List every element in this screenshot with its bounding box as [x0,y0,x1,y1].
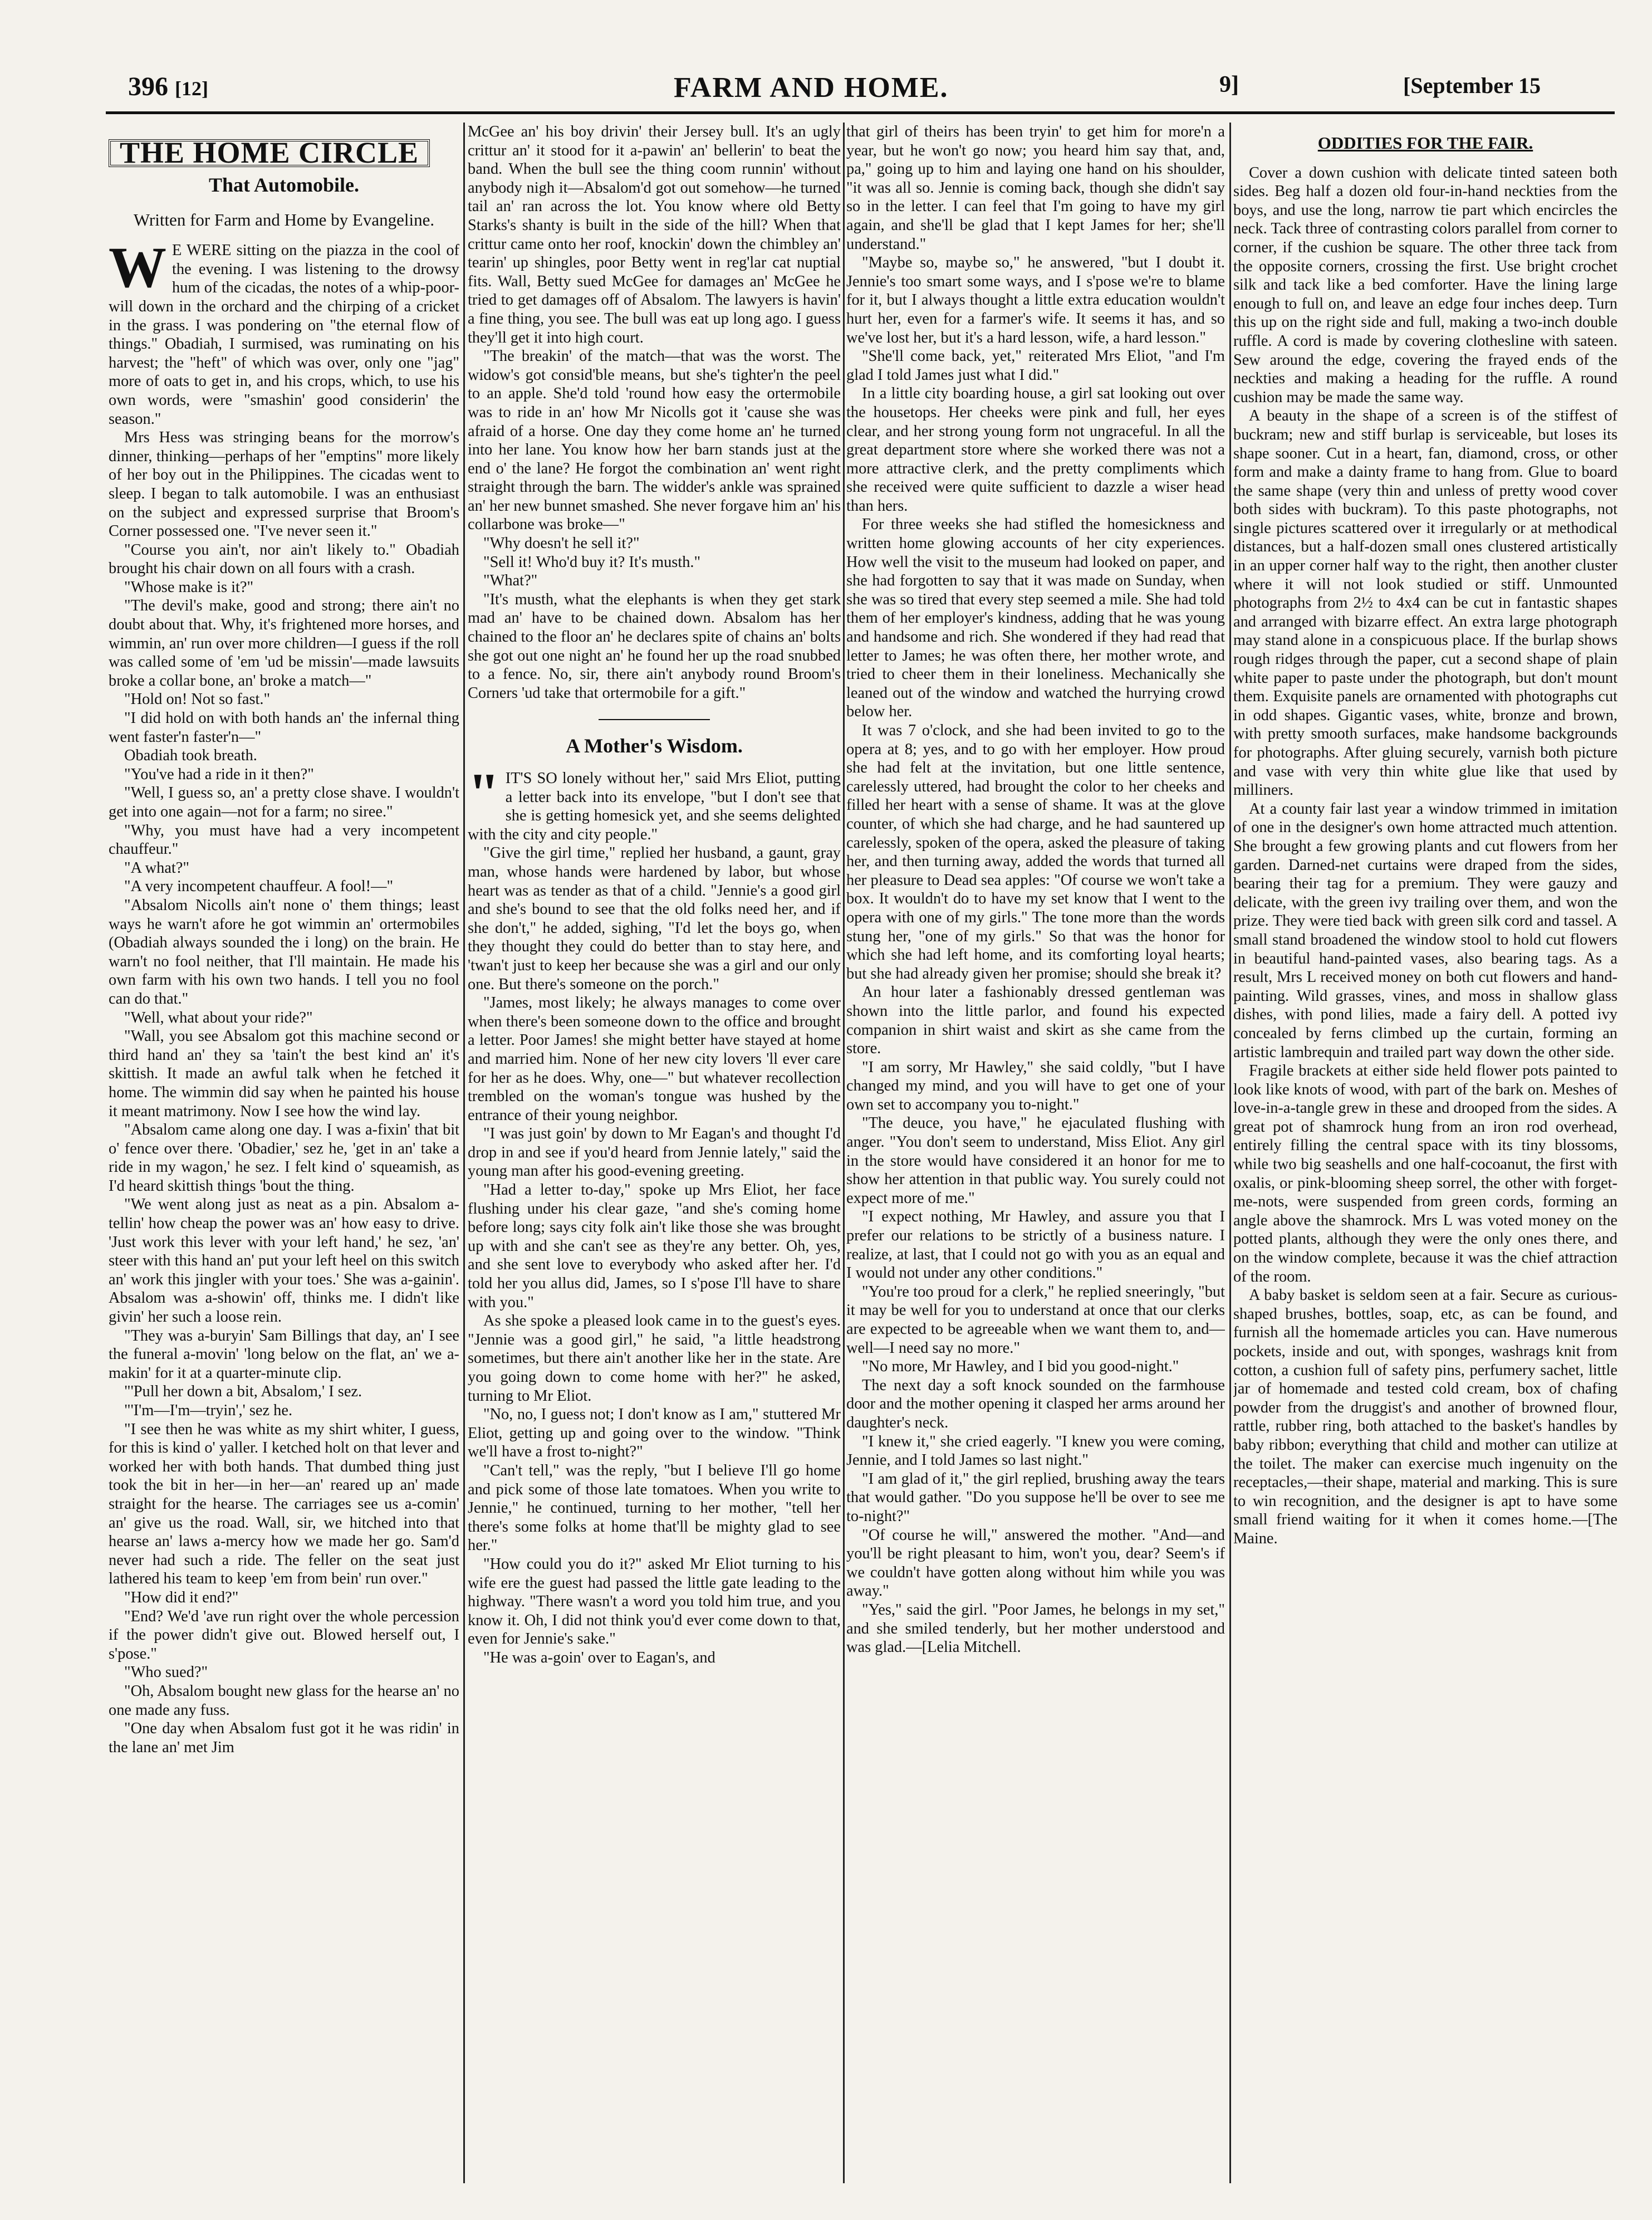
drop-cap: W [109,236,166,300]
paragraph: "It's musth, what the elephants is when they get stark mad an' have to be chained down. Absalom has her chained to the floor an' he declares spite of chains an' bolts she got out one night an' he found her up the road snubbed to a fence. No, sir, there ain't anybody round Broom's Corners 'ud take that ortermobile for a gift." [468,590,841,702]
paragraph: "He was a-goin' over to Eagan's, and [483,1649,715,1666]
paragraph: "You're too proud for a clerk," he replied sneeringly, "but it may be well for you to understand at once that our clerks are expected to be agreeable when we want them to, and—well—I need say no more." [846,1283,1225,1357]
paragraph: "'Pull her down a bit, Absalom,' I sez. [124,1383,362,1401]
paragraph: Obadiah took breath. [124,747,257,765]
paragraph: "Well, I guess so, an' a pretty close shave. I wouldn't get into one again—not for a farm; no siree." [109,784,459,820]
header-rule [106,111,1615,114]
paragraph: "A what?" [124,859,189,877]
paragraph: "Absalom Nicolls ain't none o' them things; least ways he warn't afore he got wimmin an' ortermobiles (Obadiah always sounded the i long) on the brain. He warn't no fool neither, that I'll maintain. He made his own farm with his own two hands. I tell you no fool can do that." [109,896,459,1008]
column-1 [109,123,459,2194]
paragraph: "I expect nothing, Mr Hawley, and assure you that I prefer our relations to be strictly of a business nature. I realize, at last, that I could not go with you as an equal and I would not under any other conditions." [846,1208,1225,1282]
paragraph: "She'll come back, yet," reiterated Mrs Eliot, "and I'm glad I told James just what I did." [846,348,1225,384]
issue-date: [September 15 [1403,73,1541,98]
paragraph: "I knew it," she cried eagerly. "I knew you were coming, Jennie, and I told James so last night." [846,1432,1225,1469]
story-title: A Mother's Wisdom. [566,735,743,757]
paragraph: " IT'S SO lonely without her," said Mrs Eliot, putting a letter back into its envelope, "but I don't see that she is getting homesick yet, and she seems delighted with the city and city people." [468,761,841,843]
paragraph: "Absalom came along one day. I was a-fixin' that bit o' fence over there. 'Obadier,' sez he, 'get in an' take a ride in my wagon,' he sez. I felt kind o' squeamish, as I'd heard skittish things 'bout the thing. [109,1121,459,1195]
paragraph: "We went along just as neat as a pin. Absalom a-tellin' how cheap the power was an' how easy to drive. 'Just work this lever with your left hand,' he sez, 'an' steer with this hand an' put your left heel on this switch an' work this jingler with your toes.' She was a-gainin'. Absalom was a-showin' off, thinks me. I didn't like givin' her such a loose rein. [109,1196,459,1326]
paragraph: "I see then he was white as my shirt whiter, I guess, for this is kind o' yaller. I ketched holt on that lever and worked her with both hands. That dumbed thing just took the bit in her—in her—an' reared up an' made straight for the hearse. The carriages see us a-comin' an' give us the road. Wall, sir, we hitched into that hearse an' laws a-mercy how we made her go. Sam'd never had such a ride. The feller on the seat just lathered his team to keep 'em from bein' run over." [109,1420,459,1588]
paragraph: "How could you do it?" asked Mr Eliot turning to his wife ere the guest had passed the little gate leading to the highway. "There wasn't a word you told him true, and you know it. Oh, I did not think you'd ever come down to that, even for Jennie's sake." [468,1555,841,1648]
paragraph: "No more, Mr Hawley, and I bid you good-night." [862,1358,1179,1376]
department-heading: THE HOME CIRCLE [109,139,430,167]
paragraph: "They was a-buryin' Sam Billings that day, an' I see the funeral a-movin' 'long below on the flat, an' we a-makin' for it at a quarter-minute clip. [109,1327,459,1382]
paragraph: "Why doesn't he sell it?" [483,535,640,552]
paragraph: "'I'm—I'm—tryin',' sez he. [124,1402,293,1419]
paragraph: Fragile brackets at either side held flower pots painted to look like knots of wood, with part of the bark on. Meshes of love-in-a-tangle grew in these and drooped from the sides. A great pot of shamrock hung from an iron rod overhead, entirely filling the central space with its tiny blossoms, while two big seashells and one half-cocoanut, the first with oxalis, or pink-blooming sheep sorrel, the other with forget-me-nots, were suspended from green cords, forming an angle above the shamrock. Mrs L was voted money on the potted plants, although they were the only ones there, and on the window complete, because it was the chief attraction of the room. [1233,1062,1617,1285]
paragraph: "You've had a ride in it then?" [124,765,314,783]
paragraph: "End? We'd 'ave run right over the whole percession if the power didn't give out. Blowed herself out, I s'pose." [109,1607,459,1662]
story-title: That Automobile. [208,173,360,196]
paragraph: "Hold on! Not so fast." [124,691,271,708]
paragraph: "Why, you must have had a very incompetent chauffeur." [109,822,459,858]
paragraph: McGee an' his boy drivin' their Jersey bull. It's an ugly crittur an' it stood for it a-pawin' an' bellerin' to beat the band. When the bull see the thing coom runnin' without anybody nigh it—Absalom'd got out somehow—he turned tail an' ran across the lot. You know where old Betty Starks's shanty is built in the side of the hill? When that crittur came onto her roof, knockin' down the chimbley an' tearin' up shingles, poor Betty went in reg'lar cat nuptial fits. Wall, Betty sued McGee for damages an' McGee he tried to get damages off of Absalom. The lawyers is havin' a fine thing, you see. The bull was eat up long ago. I guess they'll get it into high court. [468,123,841,346]
paragraph: "Yes," said the girl. "Poor James, he belongs in my set," and she smiled tenderly, but her mother understood and was glad.—[Lelia Mitchell. [846,1601,1225,1656]
paragraph: "Wall, you see Absalom got this machine second or third hand an' they sa 'tain't the best kind an' it's skittish. It made an awful talk when he fetched it home. The wimmin did say when he painted his house it meant matrimony. Now I see how the wind lay. [109,1028,459,1120]
paragraph: "The devil's make, good and strong; there ain't no doubt about that. Why, it's frightened more horses, and wimmin, an' run over more children—I guess if the roll was called some of 'em 'ud be missin'—made lawsuits broke a collar bone, an' broke a match—" [109,597,459,690]
paragraph: "Of course he will," answered the mother. "And—and you'll be right pleasant to him, won't you, dear? Seem's if we couldn't have gotten along without him while you was away." [846,1526,1225,1600]
byline: Written for Farm and Home by Evangeline. [133,210,435,230]
paragraph: "Who sued?" [124,1664,208,1681]
paragraph: "Oh, Absalom bought new glass for the hearse an' no one made any fuss. [109,1682,459,1719]
paragraph: "One day when Absalom fust got it he was ridin' in the lane an' met Jim [109,1720,459,1756]
paragraph: W E WERE sitting on the piazza in the cool of the evening. I was listening to the drowsy hum of the cicadas, the notes of a whip-poor-will down in the orchard and the chirping of a cricket in the grass. I was pondering on "the eternal flow of things." Obadiah, I surmised, was ruminating on his harvest; the "heft" of which was over, only one "jag" more of oats to get in, and his crops, which, to use his own words, were "smashin' good considerin' the season." [109,236,459,428]
column-divider [843,123,845,2183]
story-title: ODDITIES FOR THE FAIR. [1317,133,1533,153]
paragraph: "Can't tell," was the reply, "but I believe I'll go home and pick some of those late tomatoes. When you write to Jennie," he continued, turning to her mother, "tell her there's some folks at home that'll be mighty glad to see her." [468,1461,841,1554]
paragraph: "The breakin' of the match—that was the worst. The widow's got consid'ble means, but she's tighter'n the peel to an apple. She'd told 'round how easy the ortermobile was to ride in an' how Mr Nicolls got it 'cause she was afraid of a horse. One day they come home an' he turned into her lane. You know how her barn stands just at the end o' the lane? He forgot the combination an' went right straight through the barn. The widder's ankle was sprained an' her new bunnet smashed. She never forgave him an' his collarbone was broke—" [468,348,841,534]
paragraph: "No, no, I guess not; I don't know as I am," stuttered Mr Eliot, getting up and going over to the window. "Think we'll have a frost to-night?" [468,1406,841,1461]
paragraph: As she spoke a pleased look came in to the guest's eyes. "Jennie was a good girl," he said, "a little headstrong sometimes, but there ain't another like her in the state. Are you going down to come home with her?" he asked, turning to Mr Eliot. [468,1312,841,1405]
column-divider [1229,123,1231,2183]
paragraph: "Whose make is it?" [124,578,254,596]
paragraph: "I did hold on with both hands an' the infernal thing went faster'n faster'n—" [109,710,459,746]
paragraph: It was 7 o'clock, and she had been invited to go to the opera at 8; yes, and to go with her employer. How proud she had felt at the invitation, but one little sentence, carelessly uttered, had brought the color to her cheeks and filled her heart with a sense of shame. It was at the glove counter, of which she had charge, and he had sauntered up carelessly, spoken of the opera, asked the pleasure of taking her, and then turning away, added the words that turned all her pleasure to Dead sea apples: "Of course we won't take a box. It wouldn't do to have my set know that I went to the opera with one of my girls." The tone more than the words stung her, "one of my girls." So that was the honor for which she had left home, and its comforting loyal hearts; but she had already given her promise; should she break it? [846,722,1225,982]
paragraph: "Maybe so, maybe so," he answered, "but I doubt it. Jennie's too smart some ways, and I s'pose we're to blame for it, but I always thought a little extra education wouldn't hurt her, even for a farmer's wife. It seems it has, and so we've lost her, but it's a hard lesson, wife, a hard lesson." [846,254,1225,346]
column-4 [1233,123,1617,2194]
column-divider [463,123,465,2183]
page-header [106,67,1609,111]
column-2 [468,123,841,2194]
header-mark: 9] [1219,72,1239,97]
paragraph: "A very incompetent chauffeur. A fool!—" [124,878,394,896]
paragraph: "I am sorry, Mr Hawley," she said coldly, "but I have changed my mind, and you will have to get one of your own set to accompany you to-night." [846,1058,1225,1113]
paragraph: "Had a letter to-day," spoke up Mrs Eliot, her face flushing under his clear gaze, "and she's coming home before long; says city folk ain't like those she was brought up with and she can't see as they're any better. Oh, yes, and she sent love to everybody who asked after her. I'd told her you allus did, James, so I s'pose I'll have to share with you." [468,1181,841,1311]
paragraph: In a little city boarding house, a girl sat looking out over the housetops. Her cheeks were pink and full, her eyes clear, and her strong young form not ungraceful. In all the great department store where she worked there was not a more attractive clerk, and the pretty compliments which she received were quite sufficient to dazzle a wiser head than hers. [846,385,1225,515]
paragraph: "Course you ain't, nor ain't likely to." Obadiah brought his chair down on all fours with a crash. [109,541,459,578]
paragraph: "I was just goin' by down to Mr Eagan's and thought I'd drop in and see if you'd heard from Jennie lately," said the young man after his good-evening greeting. [468,1125,841,1180]
paragraph: "I am glad of it," the girl replied, brushing away the tears that would gather. "Do you suppose he'll be over to see me to-night?" [846,1470,1225,1525]
column-3 [846,123,1225,2194]
paragraph: Cover a down cushion with delicate tinted sateen both sides. Beg half a dozen old four-in-hand neckties from the boys, and use the long, narrow tie part which encircles the neck. Tack three of contrasting colors parallel from corner to corner, if the cushion be square. The other three tack from the opposite corners, crossing the first. Use bright crochet silk and tack like a bed comforter. Have the lining large enough to full on, and leave an edge four inches deep. Turn this up on the right side and full, making a two-inch double ruffle. A cord is made by covering clothesline with sateen. Sew around the edge, covering the frayed ends of the neckties and making a heading for the ruffle. A round cushion may be made the same way. [1233,164,1617,406]
drop-quote: " [468,761,500,825]
paragraph: "Well, what about your ride?" [124,1009,313,1026]
paragraph: "James, most likely; he always manages to come over when there's been someone down to the office and brought a letter. Poor James! she might better have stayed at home and married him. None of her new city lovers 'll ever care for her as he does. Why, one—" but whatever recollection trembled on the woman's tongue was hushed by the entrance of their young neighbor. [468,994,841,1124]
paragraph: Mrs Hess was stringing beans for the morrow's dinner, thinking—perhaps of her "emptins" more likely of her boy out in the Philippines. The cicadas went to sleep. I began to talk automobile. I was an enthusiast on the subject and expressed surprise that Broom's Corner possessed one. "I've never seen it." [109,429,459,540]
paragraph: "What?" [483,572,538,590]
paragraph: An hour later a fashionably dressed gentleman was shown into the little parlor, and found his expected companion in shirt waist and skirt as she came from the store. [846,984,1225,1058]
paragraph: "Give the girl time," replied her husband, a gaunt, gray man, whose hands were hardened by labor, but whose heart was as tender as that of a child. "Jennie's a good girl and she's bound to see that the old folks need her, and if she don't," he added, sighing, "I'd let the boys go, when they thought they could do better than to stay here, and 'twan't just to keep her because she was a girl and our only one. But there's someone on the porch." [468,844,841,993]
paragraph: A beauty in the shape of a screen is of the stiffest of buckram; new and stiff burlap is serviceable, but loses its shape sooner. Cut in a heart, fan, diamond, cross, or other form and make a dainty frame to hang from. Glue to board the same shape (very thin and unless of pretty wood cover both sides with buckram). To this paste photographs, not single pictures scattered over it irregularly or at methodical distances, but a half-dozen small ones clustered artistically in an upper corner half way to the right, then another cluster where it will not look studied or stiff. Unmounted photographs from 2½ to 4x4 can be cut in fantastic shapes and arranged with bizarre effect. An extra large photograph may stand alone in a conspicuous place. If the burlap shows rough ridges through the paper, cut a second shape of plain white paper to paste under the photograph, but don't mount them. Exquisite panels are ornamented with photographs cut in odd shapes. Gigantic vases, white, bronze and brown, with pretty smooth surfaces, make handsome backgrounds for photographs. After gluing securely, varnish both picture and vase with very thin white glue like that used by milliners. [1233,407,1617,799]
paragraph: The next day a soft knock sounded on the farmhouse door and the mother opening it clasped her arms around her daughter's neck. [846,1376,1225,1431]
paragraph: At a county fair last year a window trimmed in imitation of one in the designer's own home attracted much attention. She brought a few growing plants and cut flowers from her garden. Darned-net curtains were draped from the sides, bearing their tag for a premium. They were gauzy and delicate, with the green ivy trailing over them, and won the prize. They were tied back with green silk cord and tassel. A small stand broadened the window stool to hold cut flowers in beautiful hand-painted vases, also bearing tags. As a result, Mrs L received money on both cut flowers and hand-painting. Wild grasses, vines, and moss in shallow glass dishes, with pond lilies, made a fairy dell. A potted ivy concealed by ferns climbed up the curtain, forming an artistic lambrequin and trailed part way down the other side. [1233,800,1617,1061]
section-divider [599,719,710,720]
paragraph: "The deuce, you have," he ejaculated flushing with anger. "You don't seem to understand, Miss Eliot. Any girl in the store would have considered it an honor for me to show her attention in that public way. You surely could not expect more of me." [846,1114,1225,1207]
paragraph: "How did it end?" [124,1588,239,1606]
paragraph: that girl of theirs has been tryin' to get him for more'n a year, but he won't go now; you heard him say that, and, pa," going up to him and laying one hand on his shoulder, "it was all so. Jennie is coming back, though she didn't say so in the letter. I can feel that I'm going to have my girl again, and she'll be glad that I kept James for her; she'll understand." [846,123,1225,253]
newspaper-title: FARM AND HOME. [674,72,949,104]
paragraph: "Sell it! Who'd buy it? It's musth." [483,553,701,571]
paragraph: For three weeks she had stifled the homesickness and written home glowing accounts of her city experiences. How well the visit to the museum had looked on paper, and she had forgotten to say that it was made on Sunday, when she was so tired that every step seemed a mile. She had told them of her employer's kindness, adding that he was young and handsome and rich. She wondered if they had read that letter to James; he was often there, her mother wrote, and tried to cheer them in their loneliness. Mechanically she leaned out of the window and watched the hurrying crowd below her. [846,516,1225,721]
page-number: 396 [12] [128,72,208,101]
paragraph: A baby basket is seldom seen at a fair. Secure as curious-shaped brushes, bottles, soap, etc, as can be found, and furnish all the homemade articles you can. Have numerous pockets, inside and out, with sponges, washrags knit from cotton, a cushion full of safety pins, perfumery sachet, little jar of homemade and tested cold cream, box of chafing powder from the druggist's and another of browned flour, rattle, rubber ring, both attached to the basket's handles by baby ribbon; everything that child and mother can utilize at the toilet. The maker can exercise much ingenuity on the receptacles,—their shape, material and marking. This is sure to win recognition, and the designer is apt to have some small friend waiting for it when it comes home.—[The Maine. [1233,1287,1617,1547]
